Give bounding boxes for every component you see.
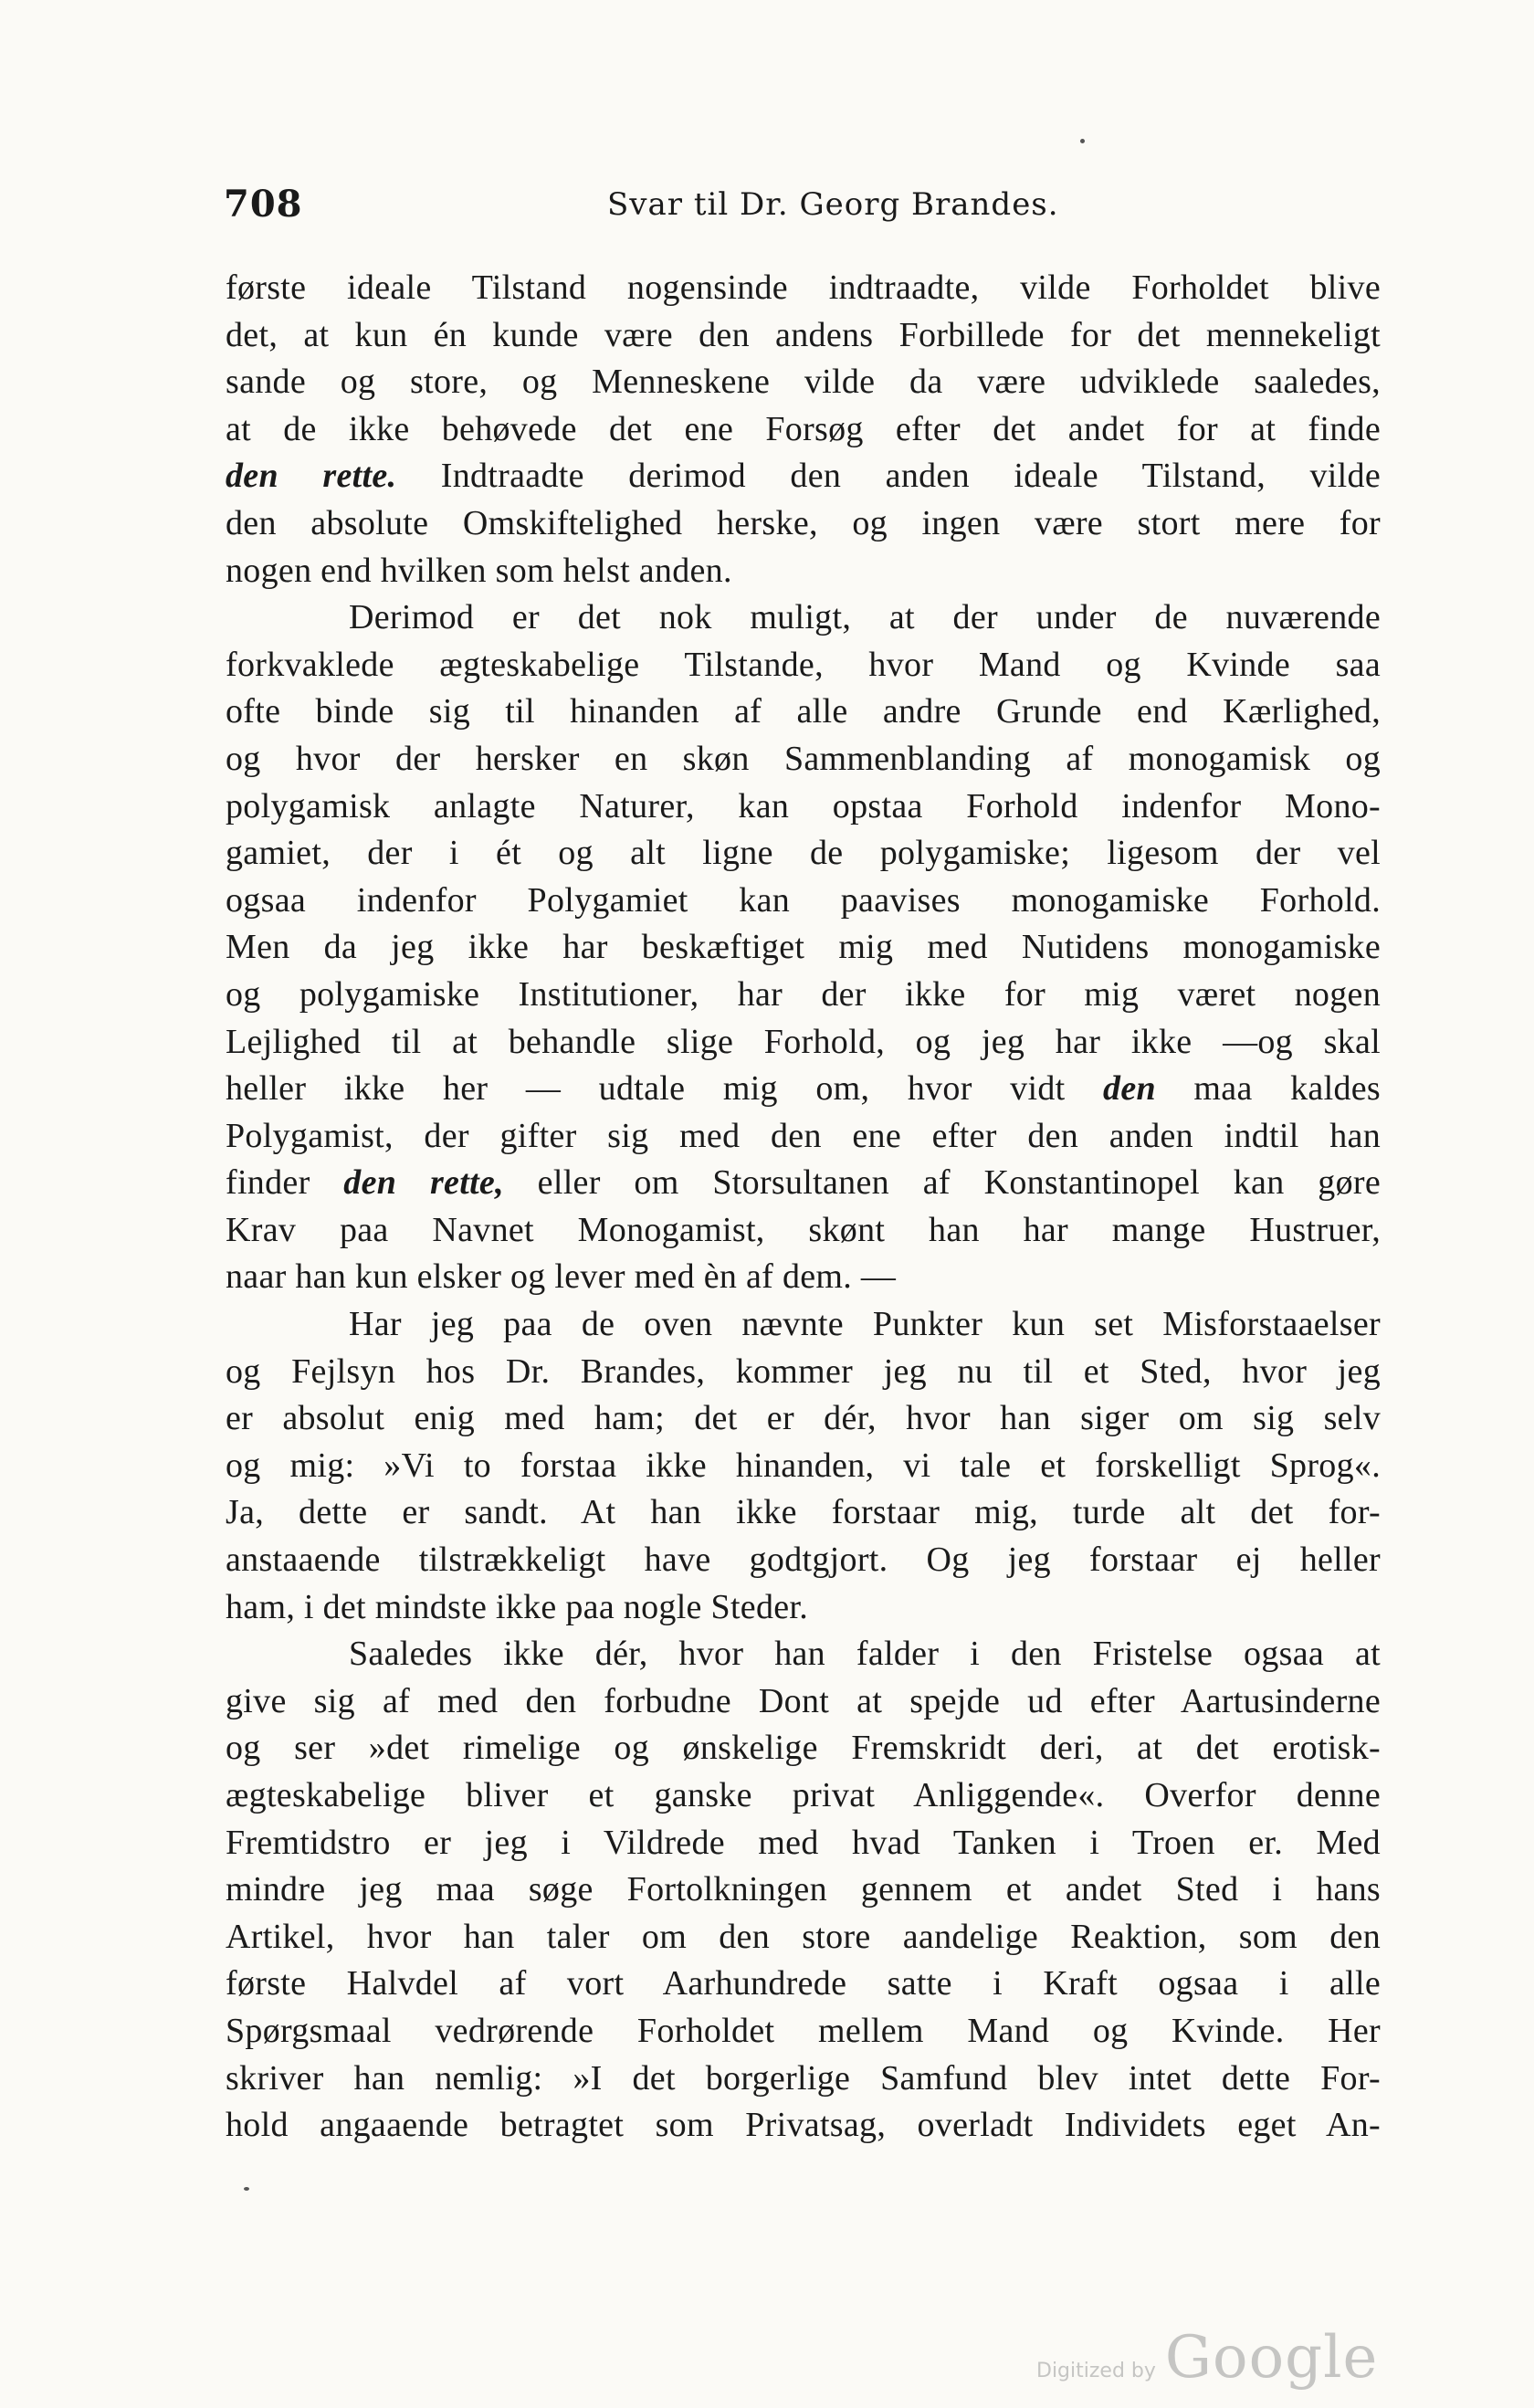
text-line: Krav paa Navnet Monogamist, skønt han har mange Hustruer, (226, 1210, 1381, 1249)
text-line: og mig: »Vi to forstaa ikke hinanden, vi tale et forskelligt Sprog«. (226, 1446, 1381, 1485)
text-line: er absolut enig med ham; det er dér, hvor han siger om sig selv (226, 1399, 1381, 1438)
text-line: Spørgsmaal vedrørende Forholdet mellem Mand og Kvinde. Her (226, 2011, 1381, 2050)
text-line: anstaaende tilstrækkeligt have godtgjort. Og jeg forstaar ej heller (226, 1540, 1381, 1580)
text-line (226, 1066, 1381, 1113)
emphasis-text: den (1103, 1069, 1156, 1109)
text-line: den absolute Omskiftelighed herske, og ingen være stort mere for (226, 503, 1381, 542)
text-line: og polygamiske Institutioner, har der ikke for mig været nogen (226, 974, 1381, 1014)
page-number: 708 (224, 183, 303, 226)
text-line: gamiet, der i ét og alt ligne de polygamiske; ligesom der vel (226, 834, 1381, 873)
text-span: finder (226, 1163, 344, 1203)
text-line (226, 1160, 1381, 1207)
text-line: polygamisk anlagte Naturer, kan opstaa Forhold indenfor Mono- (226, 786, 1381, 825)
text-span: Indtraadte derimod den anden ideale Tilstand, vilde (396, 457, 1381, 496)
google-logo: Google (1164, 2324, 1379, 2392)
text-line: det, at kun én kunde være den andens Forbillede for det mennekeligt (226, 315, 1381, 354)
text-line: første ideale Tilstand nogensinde indtraadte, vilde Forholdet blive (226, 268, 1381, 307)
text-line: mindre jeg maa søge Fortolkningen gennem et andet Sted i hans (226, 1870, 1381, 1909)
page-header (224, 183, 1383, 237)
text-line: at de ikke behøvede det ene Forsøg efter det andet for at finde (226, 409, 1381, 448)
text-line: ham, i det mindste ikke paa nogle Steder. (226, 1587, 809, 1626)
text-span: heller ikke her — udtale mig om, hvor vidt (226, 1069, 1104, 1109)
paragraph-first-line: Saaledes ikke dér, hvor han falder i den Fristelse ogsaa at (349, 1635, 1381, 1674)
text-line: Artikel, hvor han taler om den store aandelige Reaktion, som den (226, 1917, 1381, 1956)
ink-speck (244, 2187, 249, 2191)
emphasis-text: den rette. (226, 457, 397, 496)
text-line: nogen end hvilken som helst anden. (226, 551, 732, 590)
text-line: Lejlighed til at behandle slige Forhold, og jeg har ikke —og skal (226, 1022, 1381, 1061)
ink-speck (1080, 139, 1085, 143)
text-line: ogsaa indenfor Polygamiet kan paavises monogamiske Forhold. (226, 880, 1381, 920)
text-line: og ser »det rimelige og ønskelige Fremskridt deri, at det erotisk- (226, 1729, 1381, 1768)
paragraph-first-line: Har jeg paa de oven nævnte Punkter kun set Misforstaaelser (349, 1305, 1381, 1344)
text-line: første Halvdel af vort Aarhundrede satte i Kraft ogsaa i alle (226, 1964, 1381, 2003)
text-line: Ja, dette er sandt. At han ikke forstaar mig, turde alt det for- (226, 1493, 1381, 1532)
emphasis-text: den rette, (343, 1163, 504, 1203)
text-line: Men da jeg ikke har beskæftiget mig med Nutidens monogamiske (226, 928, 1381, 967)
digitized-by-label: Digitized by (1036, 2360, 1156, 2382)
text-line: ofte binde sig til hinanden af alle andre Grunde end Kærlighed, (226, 692, 1381, 731)
text-line: ægteskabelige bliver et ganske privat Anliggende«. Overfor denne (226, 1776, 1381, 1814)
running-title: Svar til Dr. Georg Brandes. (607, 186, 1059, 223)
text-line: Fremtidstro er jeg i Vildrede med hvad Tanken i Troen er. Med (226, 1823, 1381, 1862)
text-line: give sig af med den forbudne Dont at spejde ud efter Aartusinderne (226, 1681, 1381, 1720)
text-line: forkvaklede ægteskabelige Tilstande, hvor Mand og Kvinde saa (226, 645, 1381, 684)
body-text (226, 265, 1381, 2150)
text-line: skriver han nemlig: »I det borgerlige Samfund blev intet dette For- (226, 2058, 1381, 2098)
text-line: naar han kun elsker og lever med èn af dem. — (226, 1257, 897, 1297)
text-span: maa kaldes (1155, 1069, 1382, 1109)
digitized-by-google-watermark (1036, 2324, 1378, 2392)
text-line: sande og store, og Menneskene vilde da være udviklede saaledes, (226, 363, 1381, 402)
text-span: eller om Storsultanen af Konstantinopel kan gøre (503, 1163, 1381, 1203)
text-line (226, 453, 1381, 500)
paragraph-first-line: Derimod er det nok muligt, at der under de nuværende (349, 598, 1381, 637)
text-line: Polygamist, der gifter sig med den ene efter den anden indtil han (226, 1116, 1381, 1155)
text-line: og Fejlsyn hos Dr. Brandes, kommer jeg nu til et Sted, hvor jeg (226, 1351, 1381, 1391)
text-line: hold angaaende betragtet som Privatsag, overladt Individets eget An- (226, 2106, 1381, 2145)
text-line: og hvor der hersker en skøn Sammenblanding af monogamisk og (226, 739, 1381, 778)
